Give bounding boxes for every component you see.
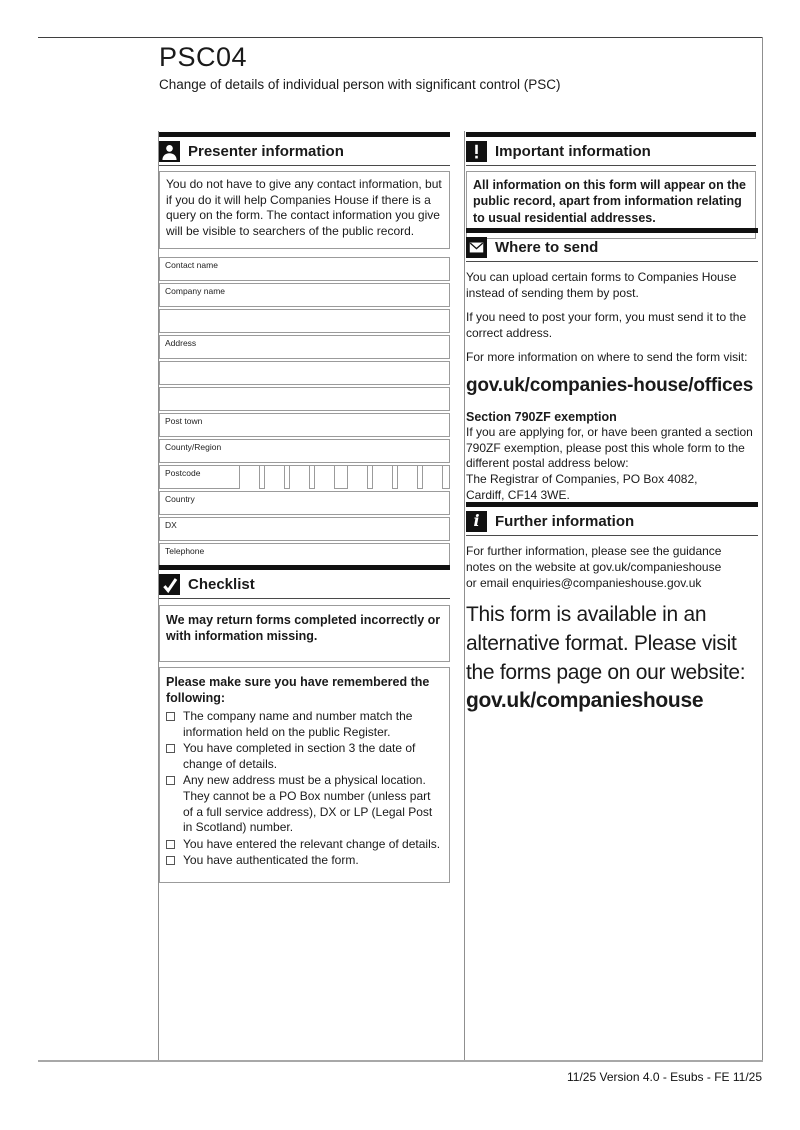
further-info-text (466, 544, 758, 592)
text-line: For further information, please see the guidance (466, 544, 722, 558)
field-blank[interactable] (159, 387, 450, 411)
checkbox[interactable] (166, 840, 175, 849)
field-address[interactable] (159, 335, 450, 359)
presenter-fields (159, 257, 450, 567)
top-rule (38, 37, 763, 38)
form-subtitle: Change of details of individual person with significant control (PSC) (159, 77, 561, 92)
section-header (159, 570, 450, 599)
checklist-remember-box (159, 667, 450, 883)
field-country[interactable] (159, 491, 450, 515)
field-telephone[interactable] (159, 543, 450, 567)
address-line: The Registrar of Companies, PO Box 4082, (466, 472, 698, 486)
field-label: County/Region (165, 442, 222, 453)
text-line: notes on the website at gov.uk/companieshouse (466, 559, 722, 574)
important-note: All information on this form will appear on the public record, apart from information relating to usual residential addresses. (466, 171, 756, 239)
field-blank[interactable] (159, 309, 450, 333)
checklist-warning: We may return forms completed incorrectly or with information missing. (159, 605, 450, 662)
checklist-item (166, 773, 443, 835)
bottom-rule (38, 1060, 763, 1062)
checklist-item-text: You have authenticated the form. (183, 853, 359, 868)
section-important-information (466, 132, 756, 239)
form-code: PSC04 (159, 42, 248, 72)
column-divider-rule (464, 131, 465, 1061)
offices-url: gov.uk/companies-house/offices (466, 374, 754, 396)
postcode-char-box[interactable] (422, 465, 443, 489)
exemption-address (466, 472, 758, 503)
section-header (466, 233, 758, 262)
section-title: Where to send (495, 239, 599, 256)
exemption-text: If you are applying for, or have been granted a section 790ZF exemption, please post this whole form to the different postal address below: (466, 425, 753, 471)
presenter-intro-text: You do not have to give any contact information, but if you do it will help Companies House if there is a query on the form. The contact information you give will be visible to searchers of the public record. (159, 171, 450, 249)
postcode-char-box[interactable] (372, 465, 393, 489)
field-county-region[interactable] (159, 439, 450, 463)
exclamation-icon (466, 141, 487, 162)
checkbox[interactable] (166, 776, 175, 785)
field-label: Address (165, 338, 197, 349)
exemption-heading: Section 790ZF exemption (466, 409, 617, 424)
checklist-item (166, 709, 443, 740)
checklist-item (166, 741, 443, 772)
field-post-town[interactable] (159, 413, 450, 437)
checklist-items (166, 709, 443, 869)
field-postcode[interactable] (159, 465, 450, 489)
checklist-item (166, 853, 443, 869)
field-label: Post town (165, 416, 203, 427)
section-title: Important information (495, 143, 651, 160)
checkbox[interactable] (166, 712, 175, 721)
checklist-heading: Please make sure you have remembered the following: (166, 674, 430, 705)
section-title: Checklist (188, 576, 255, 593)
version-footer: 11/25 Version 4.0 - Esubs - FE 11/25 (567, 1070, 762, 1084)
where-to-send-paragraphs (466, 270, 758, 366)
checklist-item-text: You have entered the relevant change of details. (183, 836, 441, 851)
field-label: Telephone (165, 546, 205, 557)
checklist-item (166, 837, 443, 853)
checklist-item-text: Any new address must be a physical location. They cannot be a PO Box number (unless part of a full service address), DX or LP (Legal Post in Scotland) number. (183, 773, 433, 835)
postcode-boxes (239, 465, 447, 489)
postcode-char-box[interactable] (289, 465, 310, 489)
section-checklist (159, 565, 450, 883)
checkmark-icon (159, 574, 180, 595)
section-where-to-send (466, 228, 758, 503)
field-blank[interactable] (159, 361, 450, 385)
text-line: the forms page on our website: (466, 660, 746, 684)
field-dx[interactable] (159, 517, 450, 541)
right-border-rule (762, 37, 763, 1061)
address-line: Cardiff, CF14 3WE. (466, 487, 570, 502)
text-line: or email enquiries@companieshouse.gov.uk (466, 575, 702, 590)
form-masthead (159, 42, 759, 92)
postcode-char-box[interactable] (264, 465, 285, 489)
field-contact-name[interactable] (159, 257, 450, 281)
field-label: Postcode (165, 468, 201, 479)
checkbox[interactable] (166, 744, 175, 753)
field-company-name[interactable] (159, 283, 450, 307)
field-label: Country (165, 494, 195, 505)
paragraph: You can upload certain forms to Companies House instead of sending them by post. (466, 270, 737, 300)
postcode-char-box[interactable] (347, 465, 368, 489)
text-line: alternative format. Please visit (466, 631, 737, 655)
info-icon: i (466, 511, 487, 532)
field-label: Company name (165, 286, 226, 297)
section-presenter-information (159, 132, 450, 569)
checklist-item-text: The company name and number match the information held on the public Register. (183, 709, 413, 739)
envelope-icon (466, 237, 487, 258)
postcode-char-box[interactable] (397, 465, 418, 489)
postcode-char-box[interactable] (239, 465, 260, 489)
text-line: This form is available in an (466, 603, 707, 626)
alt-format-lines (466, 601, 771, 687)
section-header (159, 137, 450, 166)
person-icon (159, 141, 180, 162)
alternative-format-notice (466, 601, 771, 716)
paragraph: If you need to post your form, you must send it to the correct address. (466, 310, 747, 340)
postcode-char-box[interactable] (314, 465, 335, 489)
alt-format-url: gov.uk/companieshouse (466, 689, 704, 713)
section-title: Further information (495, 513, 635, 530)
checklist-item-text: You have completed in section 3 the date of change of details. (183, 741, 416, 771)
section-header (466, 507, 758, 536)
checkbox[interactable] (166, 856, 175, 865)
section-title: Presenter information (188, 143, 344, 160)
section-further-information (466, 502, 758, 592)
section-header (466, 137, 756, 166)
field-label: DX (165, 520, 177, 531)
field-label: Contact name (165, 260, 218, 271)
paragraph: For more information on where to send the form visit: (466, 350, 748, 365)
